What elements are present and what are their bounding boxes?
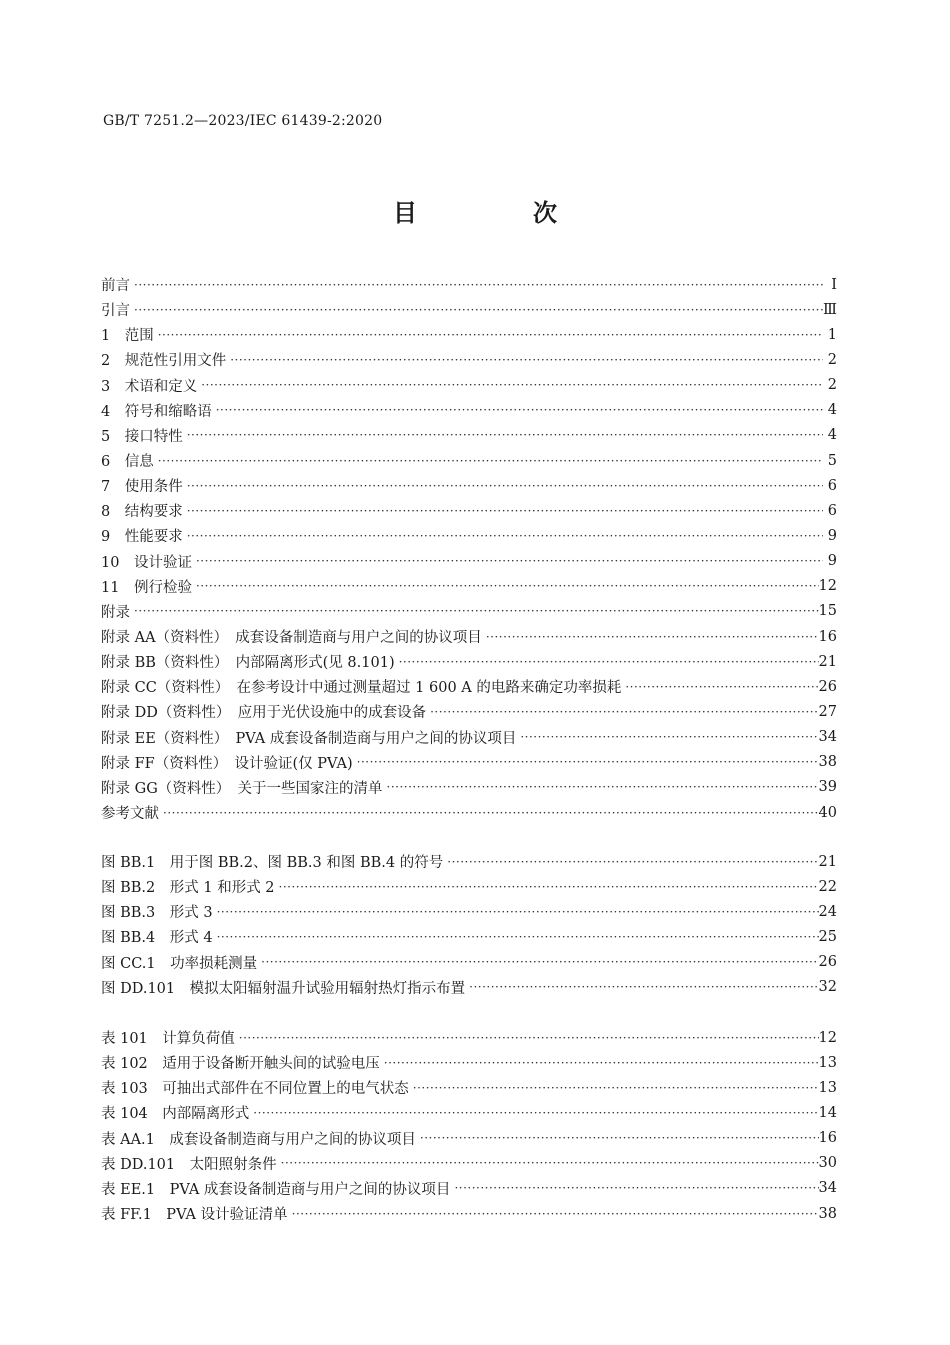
toc-entry-label: 附录 BB（资料性） 内部隔离形式(见 8.101) [101,655,395,672]
dot-leader [482,630,819,644]
dot-leader [192,579,819,593]
toc-entry[interactable] [101,1201,837,1226]
toc-entry[interactable] [101,498,837,523]
toc-entry-page: Ⅰ [831,276,837,293]
toc-entry-page: 4 [827,427,837,444]
toc-entry-page: 9 [827,553,837,570]
toc-entry-page: 27 [818,703,837,720]
dot-leader [130,303,823,317]
toc-entry[interactable] [101,849,837,874]
toc-entry-label: 表 102 适用于设备断开触头间的试验电压 [101,1056,380,1073]
toc-entry-label: 表 FF.1 PVA 设计验证清单 [101,1207,288,1224]
toc-entry-label: 附录 EE（资料性） PVA 成套设备制造商与用户之间的协议项目 [101,730,517,747]
toc-entry-label: 图 BB.4 形式 4 [101,930,213,947]
standard-code: GB/T 7251.2—2023/IEC 61439-2:2020 [103,113,383,129]
toc-entry-label: 表 104 内部隔离形式 [101,1106,250,1123]
dot-leader [159,806,819,820]
dot-leader [416,1131,819,1145]
dot-leader [130,278,823,292]
dot-leader [443,855,818,869]
toc-entry-label: 表 103 可抽出式部件在不同位置上的电气状态 [101,1081,409,1098]
toc-entry-page: 24 [818,903,837,920]
toc-entry-page: 15 [818,603,837,620]
toc-entry[interactable] [101,725,837,750]
toc-entry-label: 表 101 计算负荷值 [101,1031,235,1048]
toc-main-section [101,272,837,825]
dot-leader [183,428,823,442]
dot-leader [154,454,823,468]
dot-leader [383,780,819,794]
toc-entry[interactable] [101,272,837,297]
dot-leader [465,980,818,994]
toc-entry-page: 5 [827,452,837,469]
toc-entry-label: 11 例行检验 [101,579,192,596]
toc-entry-label: 表 EE.1 PVA 成套设备制造商与用户之间的协议项目 [101,1181,451,1198]
toc-entry-page: 32 [818,979,837,996]
dot-leader [426,705,818,719]
dot-leader [183,479,823,493]
dot-leader [353,755,819,769]
toc-entry-page: 26 [818,678,837,695]
toc-entry[interactable] [101,800,837,825]
toc-entry[interactable] [101,674,837,699]
toc-entry-page: 26 [818,954,837,971]
toc-entry[interactable] [101,874,837,899]
dot-leader [212,403,823,417]
dot-leader [235,1031,819,1045]
toc-entry-label: 2 规范性引用文件 [101,353,227,370]
toc-entry-page: 1 [827,326,837,343]
toc-entry-page: 14 [818,1104,837,1121]
dot-leader [395,655,819,669]
toc-entry-page: 6 [827,477,837,494]
toc-entry-page: 2 [827,377,837,394]
dot-leader [275,880,819,894]
toc-entry[interactable] [101,373,837,398]
dot-leader [409,1081,819,1095]
toc-entry-label: 9 性能要求 [101,529,183,546]
toc-entry[interactable] [101,523,837,548]
toc-entry-page: 34 [818,1180,837,1197]
dot-leader [226,353,823,367]
toc-entry[interactable] [101,924,837,949]
dot-leader [197,378,823,392]
dot-leader [183,529,823,543]
dot-leader [192,554,823,568]
toc-entry-label: 图 BB.1 用于图 BB.2、图 BB.3 和图 BB.4 的符号 [101,855,444,872]
dot-leader [621,680,818,694]
toc-entry-page: 4 [827,402,837,419]
toc-entry-page: 21 [818,653,837,670]
toc-entry[interactable] [101,574,837,599]
toc-entry-page: 39 [818,779,837,796]
toc-figures-section [101,849,837,1000]
toc-entry-page: 21 [818,853,837,870]
toc-entry-label: 10 设计验证 [101,554,192,571]
toc-entry-page: 38 [818,1205,837,1222]
toc-entry[interactable] [101,1025,837,1050]
toc-entry-page: 22 [818,878,837,895]
toc-entry-page: 12 [818,1029,837,1046]
dot-leader [213,905,819,919]
toc-entry[interactable] [101,1075,837,1100]
toc-entry-label: 参考文献 [101,806,159,823]
dot-leader [154,328,823,342]
toc-entry[interactable] [101,347,837,372]
toc-entry[interactable] [101,599,837,624]
dot-leader [288,1207,819,1221]
toc-entry[interactable] [101,1126,837,1151]
dot-leader [516,730,818,744]
toc-entry-label: 5 接口特性 [101,428,183,445]
dot-leader [380,1056,819,1070]
toc-entry[interactable] [101,1050,837,1075]
toc-entry-label: 附录 [101,604,130,621]
toc-entry[interactable] [101,899,837,924]
toc-entry-page: 6 [827,502,837,519]
toc-entry[interactable] [101,297,837,322]
toc-entry[interactable] [101,699,837,724]
toc-entry-label: 附录 DD（资料性） 应用于光伏设施中的成套设备 [101,705,427,722]
toc-entry-label: 8 结构要求 [101,504,183,521]
toc-entry-page: Ⅲ [823,301,837,318]
dot-leader [130,604,819,618]
toc-entry-page: 30 [818,1155,837,1172]
toc-entry[interactable] [101,322,837,347]
toc-entry-page: 12 [818,578,837,595]
toc-entry-page: 2 [827,351,837,368]
toc-entry-label: 前言 [101,278,130,295]
toc-entry[interactable] [101,448,837,473]
dot-leader [213,930,819,944]
toc-entry-page: 25 [818,928,837,945]
toc-entry-label: 4 符号和缩略语 [101,403,212,420]
toc-entry-label: 表 AA.1 成套设备制造商与用户之间的协议项目 [101,1131,416,1148]
toc-entry-page: 40 [818,804,837,821]
toc-entry-page: 38 [818,754,837,771]
toc-entry-label: 表 DD.101 太阳照射条件 [101,1156,277,1173]
toc-entry[interactable] [101,975,837,1000]
toc-entry[interactable] [101,624,837,649]
toc-entry[interactable] [101,649,837,674]
dot-leader [183,504,823,518]
toc-entry-label: 附录 AA（资料性） 成套设备制造商与用户之间的协议项目 [101,630,482,647]
dot-leader [450,1181,818,1195]
toc-entry[interactable] [101,1151,837,1176]
toc-entry-label: 图 BB.3 形式 3 [101,905,213,922]
toc-entry-label: 图 CC.1 功率损耗测量 [101,955,258,972]
toc-entry[interactable] [101,1176,837,1201]
toc-entry-label: 附录 CC（资料性） 在参考设计中通过测量超过 1 600 A 的电路来确定功率损耗 [101,680,622,697]
dot-leader [277,1156,819,1170]
toc-entry[interactable] [101,1100,837,1125]
toc-entry[interactable] [101,473,837,498]
toc-entry[interactable] [101,398,837,423]
toc-entry-label: 1 范围 [101,328,154,345]
toc-entry[interactable] [101,549,837,574]
toc-entry-page: 13 [818,1079,837,1096]
toc-entry[interactable] [101,750,837,775]
page-title: 目 次 [393,198,603,227]
toc-entry[interactable] [101,950,837,975]
toc-entry-label: 附录 GG（资料性） 关于一些国家注的清单 [101,780,383,797]
toc-entry-label: 引言 [101,303,130,320]
toc-entry-label: 6 信息 [101,454,154,471]
toc-entry[interactable] [101,775,837,800]
toc-entry[interactable] [101,423,837,448]
toc-entry-page: 34 [818,729,837,746]
toc-entry-label: 3 术语和定义 [101,378,198,395]
toc-entry-page: 9 [827,527,837,544]
toc-entry-page: 13 [818,1054,837,1071]
toc-entry-label: 7 使用条件 [101,479,183,496]
toc-entry-label: 附录 FF（资料性） 设计验证(仅 PVA) [101,755,353,772]
toc-tables-section [101,1025,837,1226]
toc-entry-page: 16 [818,1130,837,1147]
toc-entry-page: 16 [818,628,837,645]
dot-leader [257,955,818,969]
toc-entry-label: 图 BB.2 形式 1 和形式 2 [101,880,275,897]
toc-entry-label: 图 DD.101 模拟太阳辐射温升试验用辐射热灯指示布置 [101,980,466,997]
dot-leader [249,1106,818,1120]
